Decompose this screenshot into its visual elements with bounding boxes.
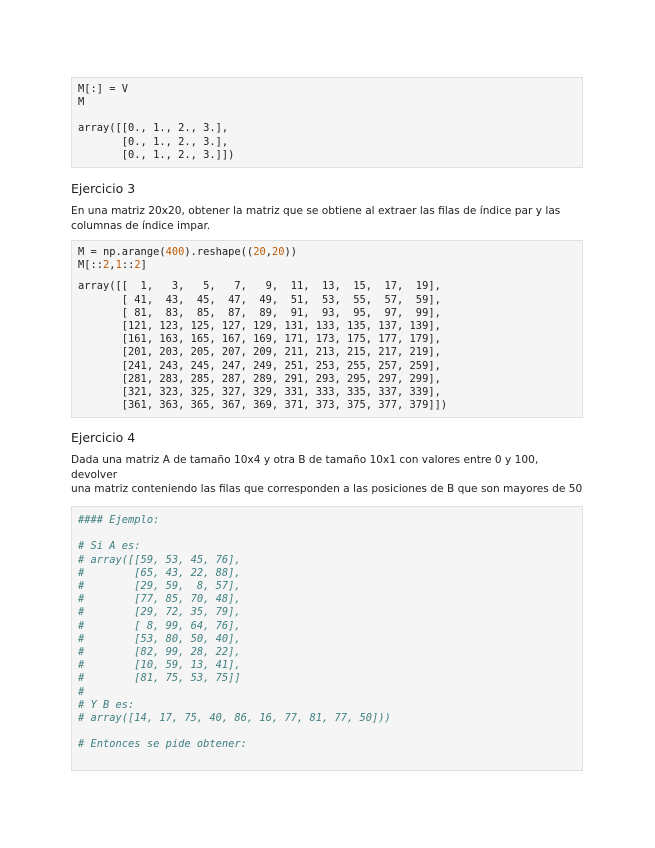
comment-line: # [53, 80, 50, 40], xyxy=(78,632,241,645)
output-line: [0., 1., 2., 3.], xyxy=(78,135,229,148)
ejercicio-4-description xyxy=(71,453,583,497)
comment-line: # Entonces se pide obtener: xyxy=(78,738,247,751)
output-line: [ 41, 43, 45, 47, 49, 51, 53, 55, 57, 59], xyxy=(78,293,441,306)
code-token: ).reshape(( xyxy=(184,246,254,259)
code-token: , xyxy=(265,246,272,259)
output-line: [161, 163, 165, 167, 169, 171, 173, 175, 177, 179], xyxy=(78,333,441,346)
comment-line: # [29, 72, 35, 79], xyxy=(78,606,241,619)
code-cell-slicing[interactable] xyxy=(71,240,583,418)
comment-line: # Si A es: xyxy=(78,540,141,553)
ejercicio-3-description xyxy=(71,204,583,233)
output-line: [201, 203, 205, 207, 209, 211, 213, 215, 217, 219], xyxy=(78,346,441,359)
output-line: array([[0., 1., 2., 3.], xyxy=(78,122,229,135)
number-literal: 2 xyxy=(134,259,141,272)
comment-line: # [65, 43, 22, 88], xyxy=(78,566,241,579)
comment-line: # [77, 85, 70, 48], xyxy=(78,593,241,606)
output-line: [361, 363, 365, 367, 369, 371, 373, 375, 377, 379]]) xyxy=(78,399,448,412)
heading-ejercicio-3: Ejercicio 3 xyxy=(71,181,136,197)
code-input[interactable] xyxy=(78,83,576,109)
output-line: [241, 243, 245, 247, 249, 251, 253, 255, 257, 259], xyxy=(78,359,441,372)
code-comments[interactable] xyxy=(78,514,576,752)
code-token: ] xyxy=(140,259,147,272)
code-output xyxy=(78,280,576,412)
code-line: M[:] = V xyxy=(78,83,129,95)
number-literal: 2 xyxy=(103,259,110,272)
text-line: En una matriz 20x20, obtener la matriz que se obtiene al extraer las filas de índice par y las xyxy=(71,205,561,218)
output-line: [281, 283, 285, 287, 289, 291, 293, 295, 297, 299], xyxy=(78,372,441,385)
comment-line: # xyxy=(78,685,85,698)
output-line: [ 81, 83, 85, 87, 89, 91, 93, 95, 97, 99], xyxy=(78,306,441,319)
comment-line: # [81, 75, 53, 75]] xyxy=(78,672,241,685)
text-line: una matriz conteniendo las filas que corresponden a las posiciones de B que son mayores de 50 xyxy=(71,483,583,496)
number-literal: 20 xyxy=(271,246,285,259)
output-line: [0., 1., 2., 3.]]) xyxy=(78,148,235,161)
comment-line: # [ 8, 99, 64, 76], xyxy=(78,619,241,632)
code-output xyxy=(78,122,576,162)
text-line: columnas de índice impar. xyxy=(71,219,211,232)
code-token: :: xyxy=(121,259,135,272)
code-cell-assign[interactable] xyxy=(71,77,583,168)
comment-line: # [10, 59, 13, 41], xyxy=(78,659,241,672)
code-token: M = np.arange( xyxy=(78,246,166,259)
comment-line: # array([14, 17, 75, 40, 86, 16, 77, 81, 77, 50])) xyxy=(78,712,391,724)
number-literal: 400 xyxy=(165,246,185,259)
number-literal: 20 xyxy=(253,246,266,259)
text-line: Dada una matriz A de tamaño 10x4 y otra B de tamaño 10x1 con valores entre 0 y 100, devolver xyxy=(71,454,539,481)
code-token: M[:: xyxy=(78,259,104,272)
comment-line: # [29, 59, 8, 57], xyxy=(78,579,241,592)
code-token: )) xyxy=(284,246,298,259)
output-line: [121, 123, 125, 127, 129, 131, 133, 135, 137, 139], xyxy=(78,320,441,333)
output-line: array([[ 1, 3, 5, 7, 9, 11, 13, 15, 17, 19], xyxy=(78,280,441,293)
code-line: M xyxy=(78,96,85,109)
comment-line: # [82, 99, 28, 22], xyxy=(78,645,241,658)
code-token: , xyxy=(109,259,116,272)
comment-line: #### Ejemplo: xyxy=(78,513,160,526)
number-literal: 1 xyxy=(115,259,122,272)
comment-line: # array([[59, 53, 45, 76], xyxy=(78,553,241,566)
output-line: [321, 323, 325, 327, 329, 331, 333, 335, 337, 339], xyxy=(78,386,441,399)
code-cell-example[interactable] xyxy=(71,506,583,771)
heading-ejercicio-4: Ejercicio 4 xyxy=(71,430,136,446)
comment-line: # Y B es: xyxy=(78,698,135,711)
notebook-page xyxy=(71,77,583,771)
code-input[interactable] xyxy=(78,246,576,272)
